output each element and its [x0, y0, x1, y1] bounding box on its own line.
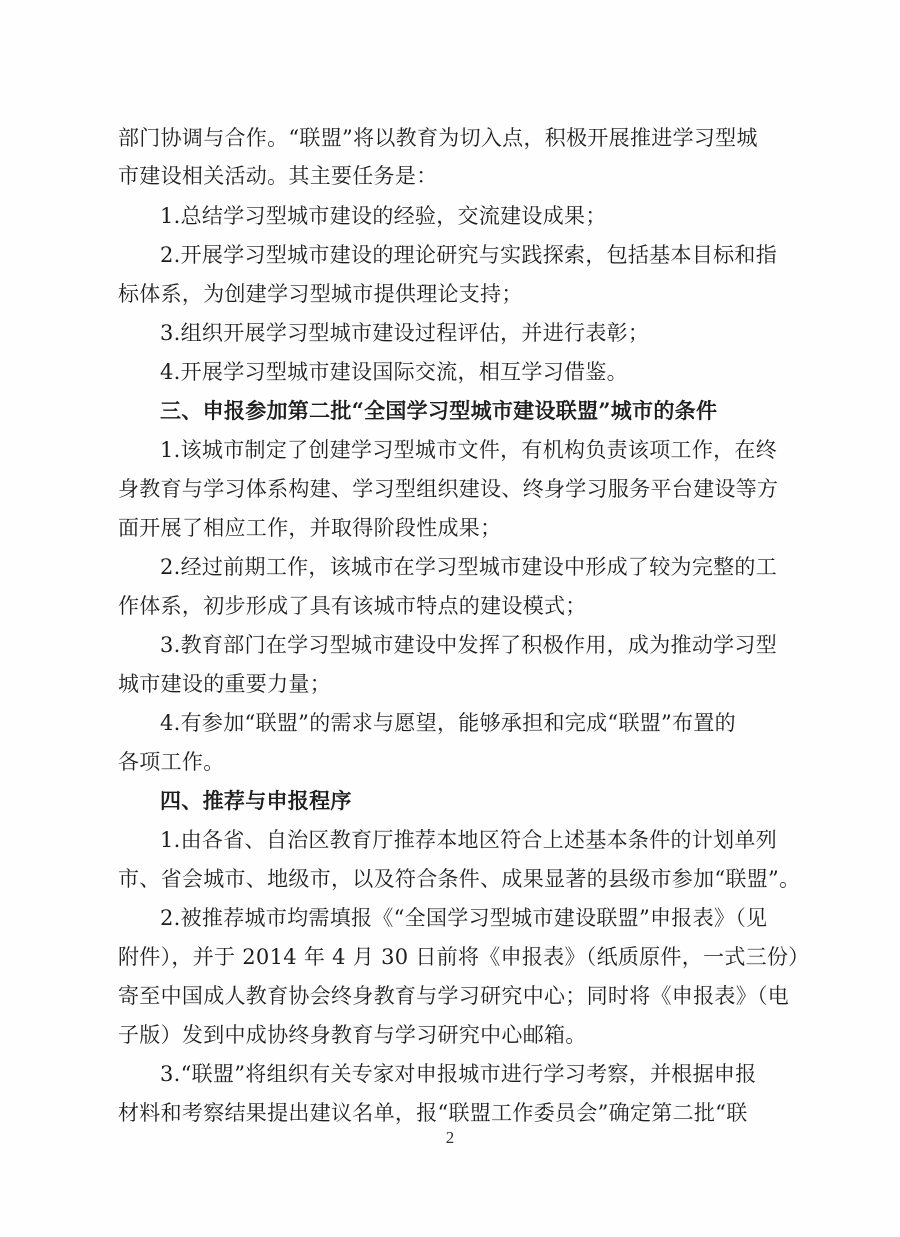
text-line: 作体系，初步形成了具有该城市特点的建设模式；	[118, 594, 587, 618]
section-heading-four: 四、推荐与申报程序	[160, 788, 352, 813]
text-line: 城市建设的重要力量；	[118, 672, 331, 696]
text-line: 附件），并于 2014 年 4 月 30 日前将《申报表》（纸质原件，一式三份）	[118, 945, 810, 969]
list-item: 3.组织开展学习型城市建设过程评估，并进行表彰；	[160, 321, 650, 345]
list-item: 1.由各省、自治区教育厅推荐本地区符合上述基本条件的计划单列	[160, 828, 778, 852]
page-number: 2	[445, 1128, 455, 1147]
list-item: 1.总结学习型城市建设的经验，交流建设成果；	[160, 204, 607, 228]
list-item: 2.经过前期工作，该城市在学习型城市建设中形成了较为完整的工	[160, 555, 778, 579]
text-line: 部门协调与合作。“联盟”将以教育为切入点，积极开展推进学习型城	[118, 126, 758, 150]
list-item: 4.开展学习型城市建设国际交流，相互学习借鉴。	[160, 360, 628, 384]
section-heading-three: 三、申报参加第二批“全国学习型城市建设联盟”城市的条件	[160, 398, 718, 423]
text-line: 市建设相关活动。其主要任务是：	[118, 164, 438, 188]
list-item: 4.有参加“联盟”的需求与愿望，能够承担和完成“联盟”布置的	[160, 711, 736, 735]
text-line: 材料和考察结果提出建议名单，报“联盟工作委员会”确定第二批“联	[118, 1101, 748, 1125]
text-line: 市、省会城市、地级市，以及符合条件、成果显著的县级市参加“联盟”。	[118, 867, 801, 891]
list-item: 3.教育部门在学习型城市建设中发挥了积极作用，成为推动学习型	[160, 633, 778, 657]
text-line: 寄至中国成人教育协会终身教育与学习研究中心；同时将《申报表》（电	[118, 984, 790, 1008]
text-line: 面开展了相应工作，并取得阶段性成果；	[118, 516, 502, 540]
text-line: 标体系，为创建学习型城市提供理论支持；	[118, 282, 523, 306]
text-line: 各项工作。	[118, 750, 225, 774]
list-item: 2.开展学习型城市建设的理论研究与实践探索，包括基本目标和指	[160, 243, 778, 267]
list-item: 3.“联盟”将组织有关专家对申报城市进行学习考察，并根据申报	[160, 1062, 757, 1086]
list-item: 2.被推荐城市均需填报《“全国学习型城市建设联盟”申报表》（见	[160, 906, 768, 930]
list-item: 1.该城市制定了创建学习型城市文件，有机构负责该项工作，在终	[160, 438, 778, 462]
text-line: 子版）发到中成协终身教育与学习研究中心邮箱。	[118, 1023, 587, 1047]
text-line: 身教育与学习体系构建、学习型组织建设、终身学习服务平台建设等方	[118, 477, 779, 501]
